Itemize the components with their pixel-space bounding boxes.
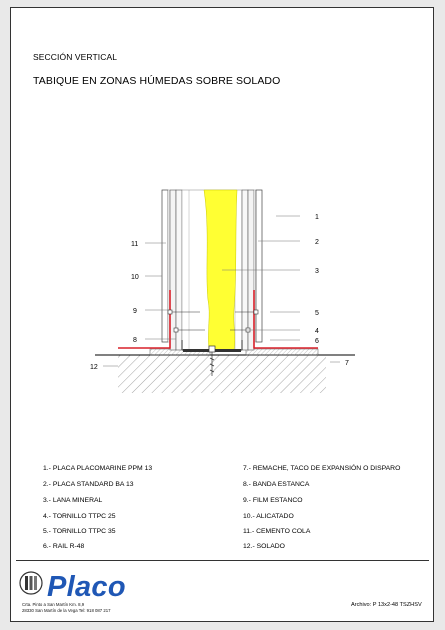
callout-5: 5 xyxy=(315,310,319,317)
legend-item-1: 1.- PLACA PLACOMARINE PPM 13 xyxy=(43,465,153,472)
address-line-1: Crta. Pinto a San Martín Km. 8,9 xyxy=(22,602,85,607)
legend-item-6: 6.- RAIL R-48 xyxy=(43,543,85,550)
callout-10: 10 xyxy=(131,274,139,281)
callout-11: 11 xyxy=(131,241,139,248)
film-right xyxy=(254,290,318,348)
legend-item-9: 9.- FILM ESTANCO xyxy=(243,497,303,504)
callout-6: 6 xyxy=(315,338,319,345)
legend-item-12: 12.- SOLADO xyxy=(243,543,285,550)
legend-item-8: 8.- BANDA ESTANCA xyxy=(243,481,310,488)
callout-8: 8 xyxy=(133,337,137,344)
callout-12: 12 xyxy=(90,364,98,371)
legend-item-2: 2.- PLACA STANDARD BA 13 xyxy=(43,481,134,488)
callout-4: 4 xyxy=(315,328,319,335)
section-label: SECCIÓN VERTICAL xyxy=(33,52,118,62)
board-ba-left xyxy=(176,190,182,350)
footer-divider xyxy=(16,560,429,561)
archivo-code: Archivo: P 13x2-48 TSZHSV xyxy=(351,602,422,608)
callout-3: 3 xyxy=(315,268,319,275)
callout-1: 1 xyxy=(315,214,319,221)
wall-tile-left xyxy=(162,190,168,342)
floor-tile-right xyxy=(246,349,318,355)
board-ppm-left xyxy=(170,190,176,350)
wall-tile-right xyxy=(256,190,262,342)
placo-logo-icon xyxy=(18,570,44,596)
address-line-2: 28330 San Martín de la Vega Tel: 918 087 217 xyxy=(22,608,111,613)
callout-9: 9 xyxy=(133,308,137,315)
callout-2: 2 xyxy=(315,239,319,246)
floor-screed xyxy=(118,355,326,393)
drawing-title: TABIQUE EN ZONAS HÚMEDAS SOBRE SOLADO xyxy=(33,75,281,87)
legend-item-10: 10.- ALICATADO xyxy=(243,513,294,520)
legend-item-7: 7.- REMACHE, TACO DE EXPANSIÓN O DISPARO xyxy=(243,465,401,472)
legend-item-3: 3.- LANA MINERAL xyxy=(43,497,103,504)
callout-7: 7 xyxy=(345,360,349,367)
legend-item-4: 4.- TORNILLO TTPC 25 xyxy=(43,513,116,520)
legend-item-5: 5.- TORNILLO TTPC 35 xyxy=(43,528,116,535)
brand-logo-text: Placo xyxy=(47,571,126,603)
legend-item-11: 11.- CEMENTO COLA xyxy=(243,528,311,535)
